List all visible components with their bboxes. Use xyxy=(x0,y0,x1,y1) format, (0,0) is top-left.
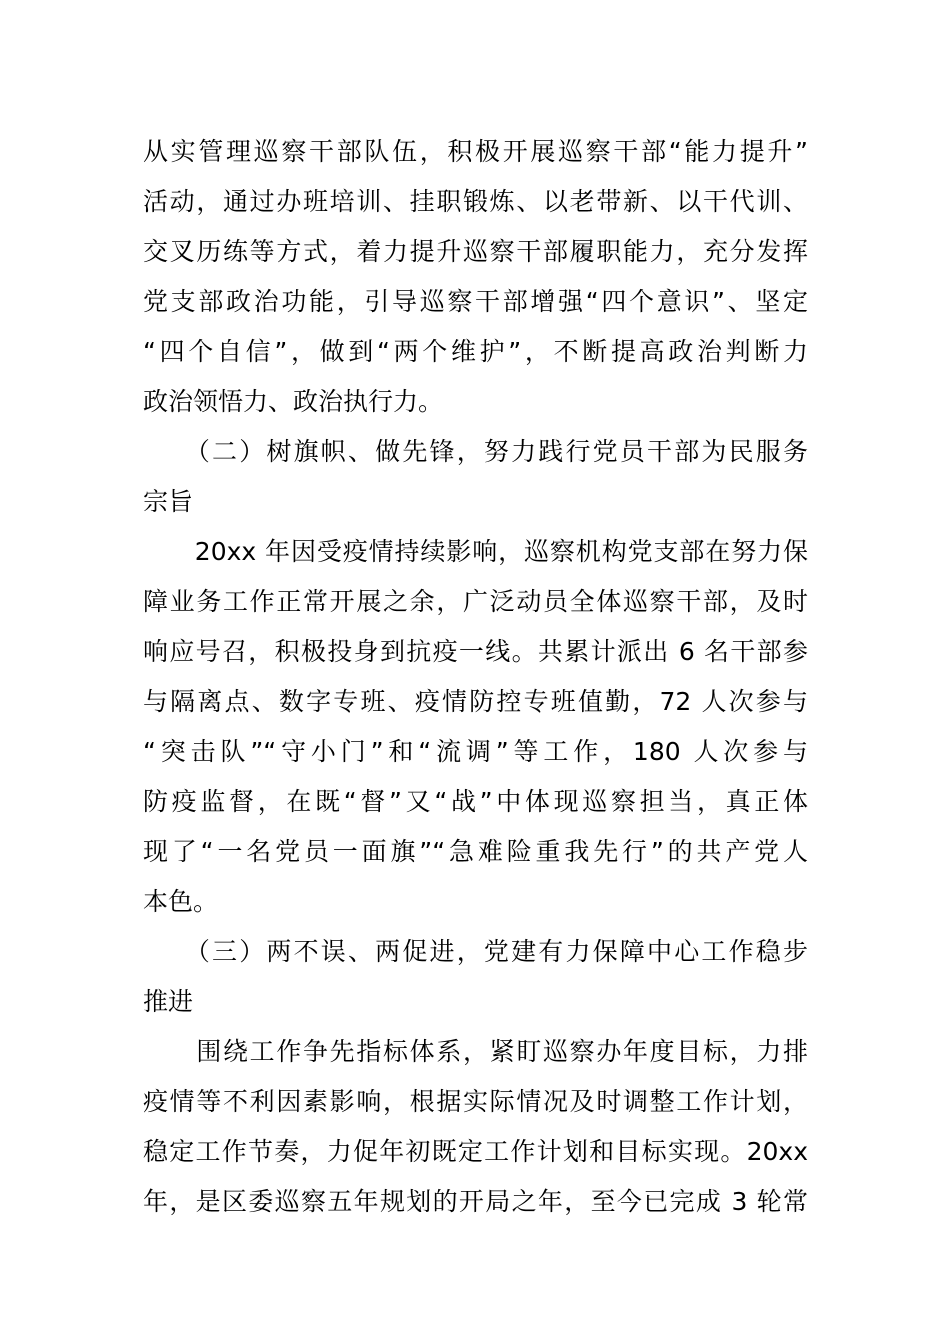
section-heading-line: （二）树旗帜、做先锋，努力践行党员干部为民服务 xyxy=(143,437,808,466)
section-heading-line: （三）两不误、两促进，党建有力保障中心工作稳步 xyxy=(143,937,808,966)
text-line: 防疫监督，在既“督”又“战”中体现巡察担当，真正体 xyxy=(143,787,808,816)
text-line: 与隔离点、数字专班、疫情防控专班值勤，72 人次参与 xyxy=(143,687,808,716)
section-heading-line: 推进 xyxy=(143,987,194,1016)
text-line: 从实管理巡察干部队伍，积极开展巡察干部“能力提升” xyxy=(143,137,808,166)
text-line: 稳定工作节奏，力促年初既定工作计划和目标实现。20xx xyxy=(143,1137,808,1166)
text-line: 本色。 xyxy=(143,887,219,916)
text-line: 现了“一名党员一面旗”“急难险重我先行”的共产党人 xyxy=(143,837,808,866)
text-line: “四个自信”，做到“两个维护”，不断提高政治判断力 xyxy=(143,337,808,366)
text-line: 政治领悟力、政治执行力。 xyxy=(143,387,444,416)
text-line: 年，是区委巡察五年规划的开局之年，至今已完成 3 轮常 xyxy=(143,1187,808,1216)
text-line: 活动，通过办班培训、挂职锻炼、以老带新、以干代训、 xyxy=(143,187,808,216)
text-line: 围绕工作争先指标体系，紧盯巡察办年度目标，力排 xyxy=(143,1037,808,1066)
text-line: “突击队”“守小门”和“流调”等工作，180 人次参与 xyxy=(143,737,808,766)
text-line: 党支部政治功能，引导巡察干部增强“四个意识”、坚定 xyxy=(143,287,808,316)
text-line: 交叉历练等方式，着力提升巡察干部履职能力，充分发挥 xyxy=(143,237,808,266)
text-line: 疫情等不利因素影响，根据实际情况及时调整工作计划， xyxy=(143,1087,808,1116)
text-line: 20xx 年因受疫情持续影响，巡察机构党支部在努力保 xyxy=(143,537,808,566)
text-line: 响应号召，积极投身到抗疫一线。共累计派出 6 名干部参 xyxy=(143,637,808,666)
section-heading-line: 宗旨 xyxy=(143,487,194,516)
document-body xyxy=(143,127,808,1227)
text-line: 障业务工作正常开展之余，广泛动员全体巡察干部，及时 xyxy=(143,587,808,616)
